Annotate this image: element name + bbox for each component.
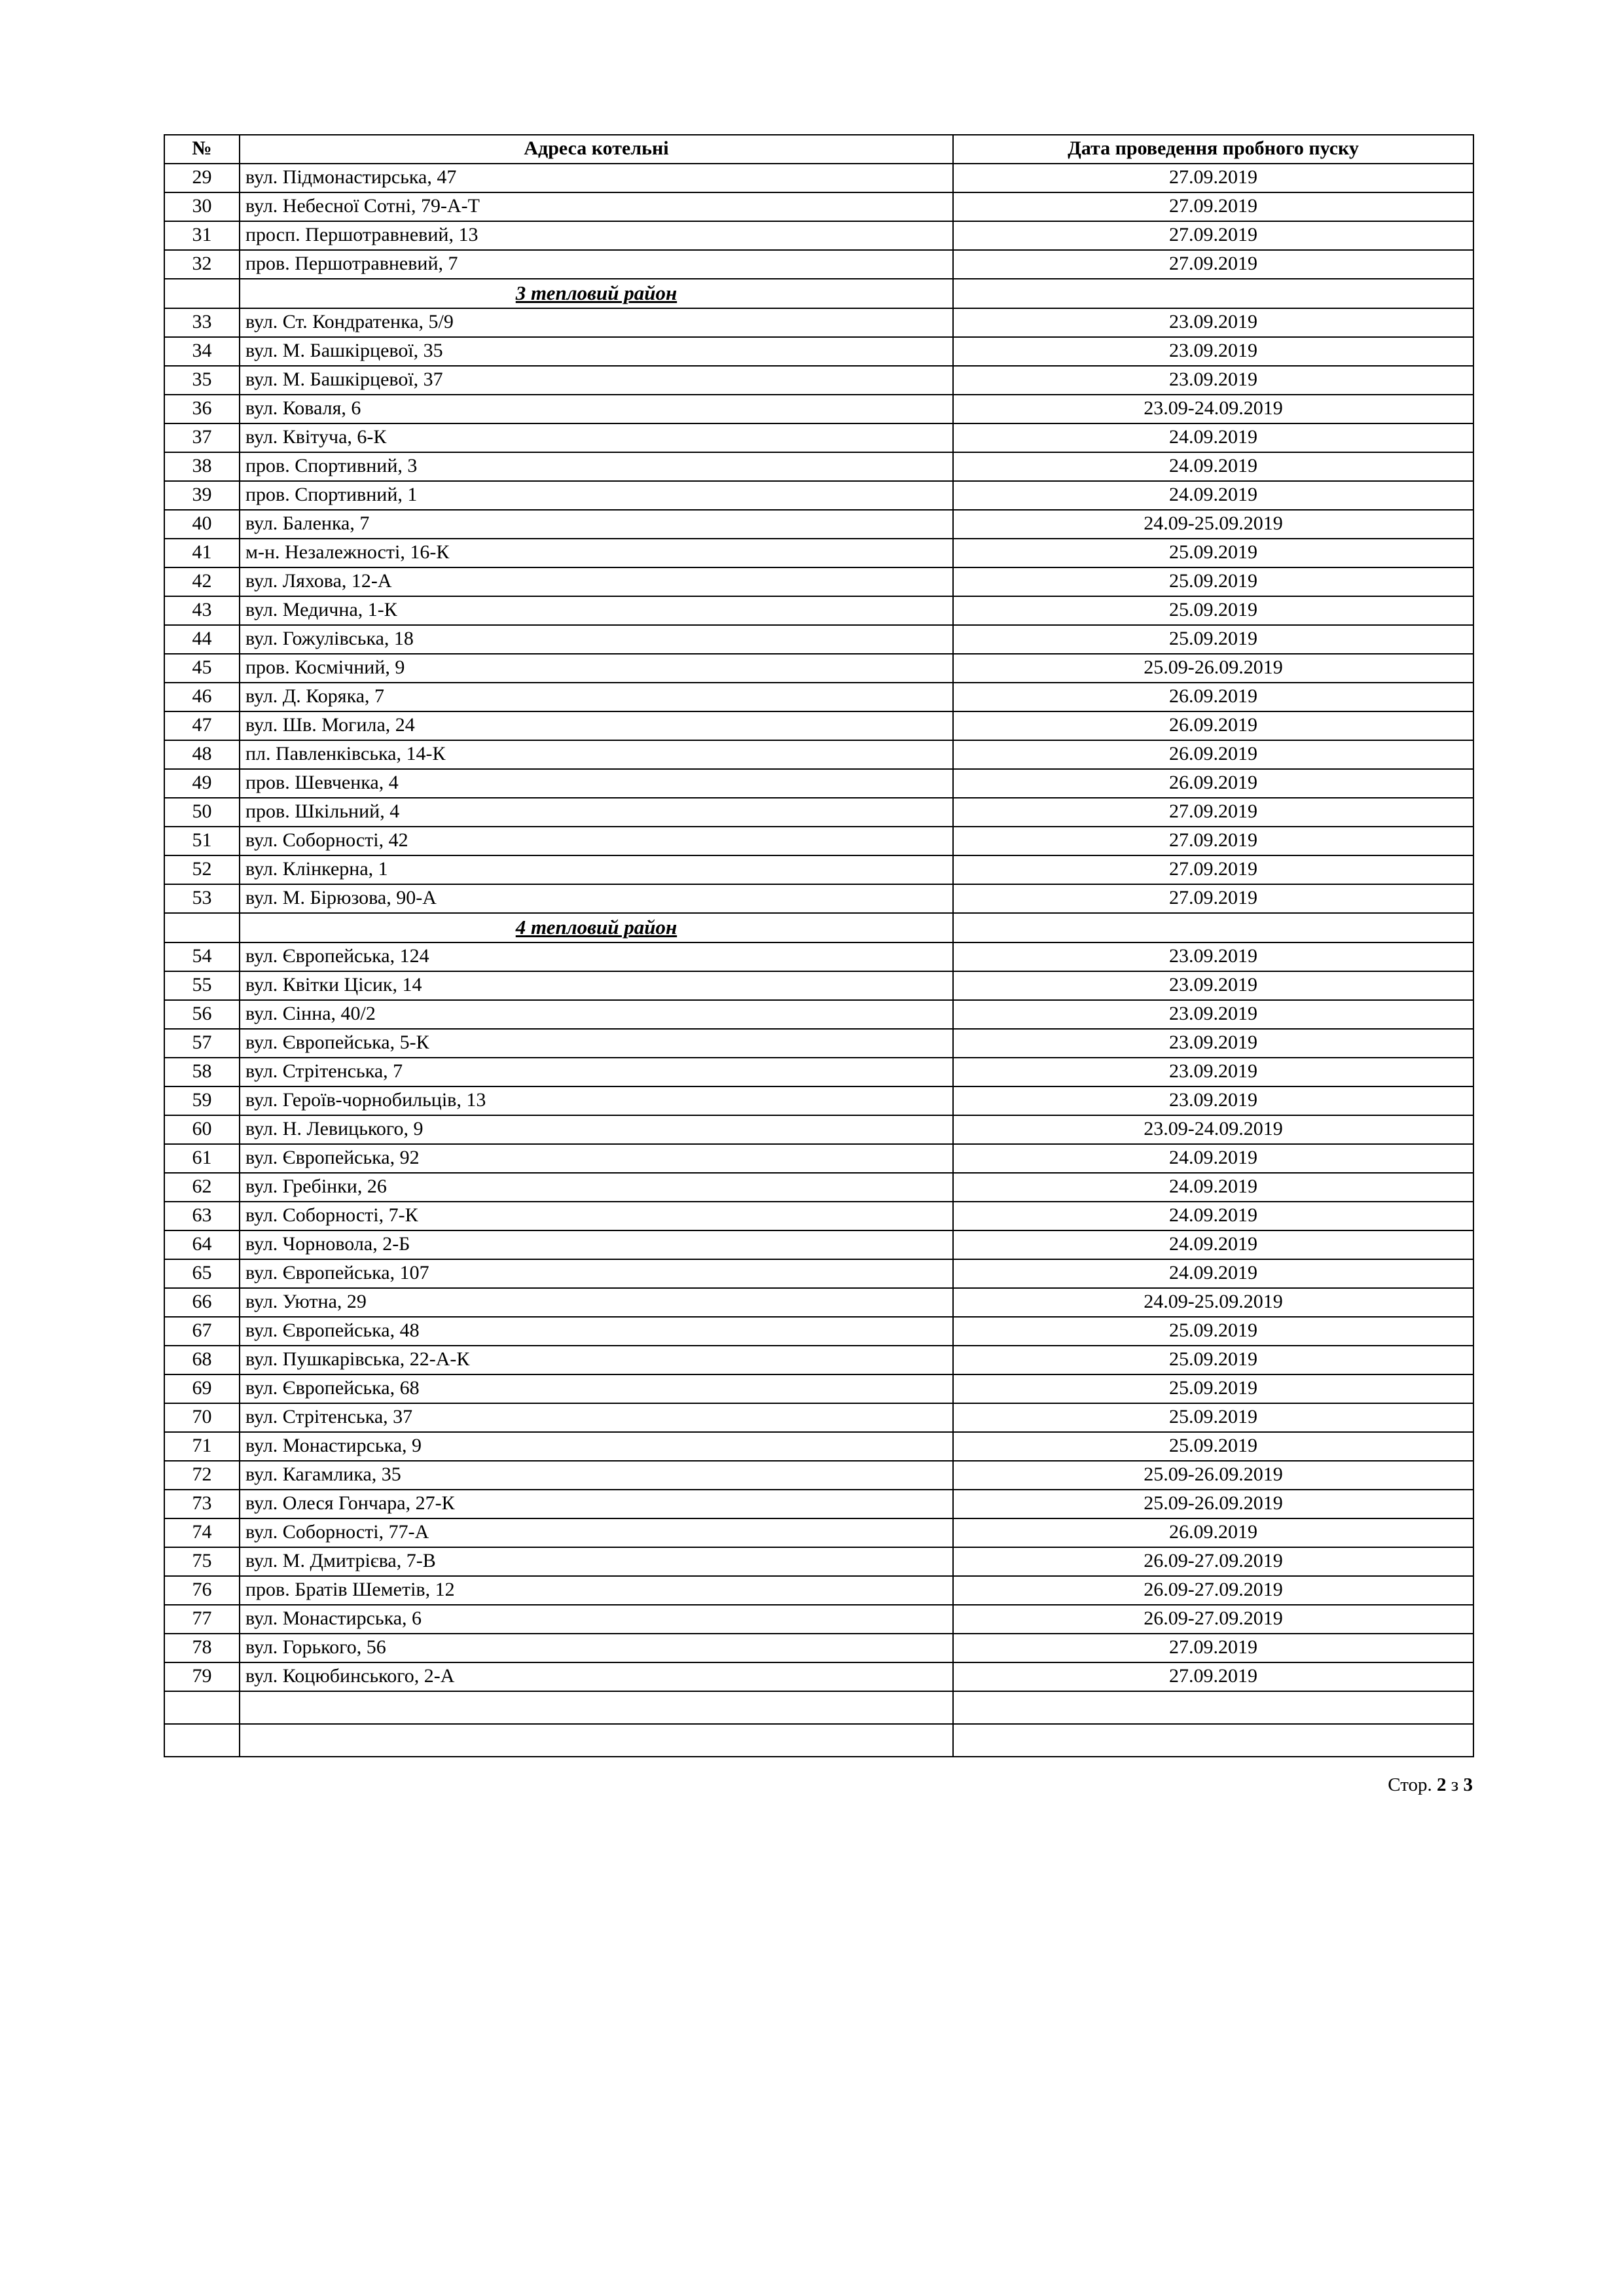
cell-address: вул. Д. Коряка, 7	[240, 683, 953, 711]
cell-date: 27.09.2019	[953, 827, 1473, 855]
cell-number: 47	[164, 711, 240, 740]
table-row	[164, 1202, 1473, 1230]
cell-number: 41	[164, 539, 240, 567]
boiler-schedule-table	[164, 134, 1474, 1757]
cell-date: 23.09.2019	[953, 1000, 1473, 1029]
cell-address: пров. Спортивний, 3	[240, 452, 953, 481]
table-row	[164, 1547, 1473, 1576]
cell-date: 25.09.2019	[953, 1374, 1473, 1403]
table-row	[164, 827, 1473, 855]
cell-number: 65	[164, 1259, 240, 1288]
cell-number: 61	[164, 1144, 240, 1173]
cell-address: вул. М. Бірюзова, 90-А	[240, 884, 953, 913]
table-row	[164, 596, 1473, 625]
table-row	[164, 192, 1473, 221]
cell-address: пров. Першотравневий, 7	[240, 250, 953, 279]
cell-date: 25.09-26.09.2019	[953, 1461, 1473, 1490]
cell-address: вул. Соборності, 77-А	[240, 1518, 953, 1547]
table-row	[164, 1605, 1473, 1634]
table-empty-row	[164, 1691, 1473, 1724]
table-row	[164, 481, 1473, 510]
table-row	[164, 1576, 1473, 1605]
cell-address: вул. Баленка, 7	[240, 510, 953, 539]
cell-date: 26.09.2019	[953, 769, 1473, 798]
cell-address: вул. Шв. Могила, 24	[240, 711, 953, 740]
cell-number: 71	[164, 1432, 240, 1461]
table-row	[164, 567, 1473, 596]
table-row	[164, 308, 1473, 337]
table-row	[164, 740, 1473, 769]
table-row	[164, 1115, 1473, 1144]
cell-number: 51	[164, 827, 240, 855]
table-row	[164, 1230, 1473, 1259]
cell-date: 23.09.2019	[953, 1058, 1473, 1086]
cell-date: 27.09.2019	[953, 855, 1473, 884]
cell-date: 24.09-25.09.2019	[953, 510, 1473, 539]
cell-date: 24.09.2019	[953, 1144, 1473, 1173]
cell-number: 63	[164, 1202, 240, 1230]
cell-date: 26.09-27.09.2019	[953, 1547, 1473, 1576]
cell-date: 24.09.2019	[953, 1202, 1473, 1230]
cell-number: 60	[164, 1115, 240, 1144]
cell-number: 34	[164, 337, 240, 366]
cell-date: 27.09.2019	[953, 1634, 1473, 1662]
table-row	[164, 539, 1473, 567]
cell-number: 76	[164, 1576, 240, 1605]
cell-address: пров. Шкільний, 4	[240, 798, 953, 827]
table-empty-row	[164, 1724, 1473, 1757]
table-row	[164, 366, 1473, 395]
cell-number: 52	[164, 855, 240, 884]
table-row	[164, 942, 1473, 971]
table-row	[164, 855, 1473, 884]
cell-date: 24.09.2019	[953, 423, 1473, 452]
cell-section-title: 3 тепловий район	[240, 279, 953, 308]
table-body	[164, 164, 1473, 1757]
cell-number: 67	[164, 1317, 240, 1346]
cell-date: 24.09.2019	[953, 452, 1473, 481]
table-row	[164, 250, 1473, 279]
cell-date: 23.09.2019	[953, 971, 1473, 1000]
cell-address: вул. Європейська, 5-К	[240, 1029, 953, 1058]
table-row	[164, 1461, 1473, 1490]
table-row	[164, 769, 1473, 798]
cell-number: 72	[164, 1461, 240, 1490]
cell-number: 31	[164, 221, 240, 250]
table-row	[164, 798, 1473, 827]
cell-date: 23.09.2019	[953, 337, 1473, 366]
table-row	[164, 711, 1473, 740]
table-header-row	[164, 135, 1473, 164]
cell-address: вул. Чорновола, 2-Б	[240, 1230, 953, 1259]
cell-date	[953, 913, 1473, 942]
cell-address: вул. Європейська, 68	[240, 1374, 953, 1403]
cell-number: 64	[164, 1230, 240, 1259]
cell-section-title: 4 тепловий район	[240, 913, 953, 942]
cell-number: 79	[164, 1662, 240, 1691]
cell-date: 25.09.2019	[953, 1432, 1473, 1461]
footer-page-current: 2	[1437, 1774, 1447, 1795]
cell-address: вул. Європейська, 107	[240, 1259, 953, 1288]
table-row	[164, 1173, 1473, 1202]
cell-number: 75	[164, 1547, 240, 1576]
cell-address: вул. Кагамлика, 35	[240, 1461, 953, 1490]
table-row	[164, 1662, 1473, 1691]
table-row	[164, 452, 1473, 481]
cell-address: вул. Медична, 1-К	[240, 596, 953, 625]
table-row	[164, 625, 1473, 654]
cell-address: вул. Героїв-чорнобильців, 13	[240, 1086, 953, 1115]
cell-date: 25.09.2019	[953, 1346, 1473, 1374]
cell-address: вул. М. Башкірцевої, 37	[240, 366, 953, 395]
cell-address: вул. Ст. Кондратенка, 5/9	[240, 308, 953, 337]
cell-date: 25.09.2019	[953, 625, 1473, 654]
cell-date: 27.09.2019	[953, 192, 1473, 221]
cell-number: 46	[164, 683, 240, 711]
table-row	[164, 1000, 1473, 1029]
cell-address: вул. Коцюбинського, 2-А	[240, 1662, 953, 1691]
cell-address: вул. Олеся Гончара, 27-К	[240, 1490, 953, 1518]
cell-number	[164, 1691, 240, 1724]
cell-date: 27.09.2019	[953, 1662, 1473, 1691]
table-row	[164, 683, 1473, 711]
cell-number: 66	[164, 1288, 240, 1317]
cell-address: вул. Соборності, 42	[240, 827, 953, 855]
cell-number: 53	[164, 884, 240, 913]
cell-address: вул. Квітуча, 6-К	[240, 423, 953, 452]
cell-date: 27.09.2019	[953, 884, 1473, 913]
cell-date: 25.09.2019	[953, 539, 1473, 567]
cell-address: вул. Горького, 56	[240, 1634, 953, 1662]
column-header-date: Дата проведення пробного пуску	[953, 135, 1473, 164]
footer-page-separator: з	[1451, 1774, 1459, 1795]
cell-number: 48	[164, 740, 240, 769]
cell-date: 23.09.2019	[953, 308, 1473, 337]
cell-date: 27.09.2019	[953, 221, 1473, 250]
table-row	[164, 510, 1473, 539]
cell-address: вул. Ляхова, 12-А	[240, 567, 953, 596]
table-row	[164, 1518, 1473, 1547]
column-header-number: №	[164, 135, 240, 164]
cell-date: 23.09-24.09.2019	[953, 395, 1473, 423]
cell-address: вул. М. Башкірцевої, 35	[240, 337, 953, 366]
cell-number	[164, 1724, 240, 1757]
cell-number: 39	[164, 481, 240, 510]
cell-address: вул. Соборності, 7-К	[240, 1202, 953, 1230]
cell-address: вул. Європейська, 92	[240, 1144, 953, 1173]
cell-address: вул. Європейська, 124	[240, 942, 953, 971]
cell-date: 23.09-24.09.2019	[953, 1115, 1473, 1144]
table-row	[164, 1432, 1473, 1461]
cell-number: 58	[164, 1058, 240, 1086]
cell-number: 38	[164, 452, 240, 481]
cell-date	[953, 1724, 1473, 1757]
cell-address: вул. Монастирська, 6	[240, 1605, 953, 1634]
cell-date: 23.09.2019	[953, 1029, 1473, 1058]
footer-page-label: Стор.	[1388, 1774, 1432, 1795]
page-footer	[164, 1774, 1473, 1796]
cell-number: 73	[164, 1490, 240, 1518]
table-row	[164, 884, 1473, 913]
cell-date: 25.09.2019	[953, 1403, 1473, 1432]
cell-number: 42	[164, 567, 240, 596]
cell-address	[240, 1724, 953, 1757]
cell-number	[164, 913, 240, 942]
table-row	[164, 1317, 1473, 1346]
cell-address: вул. Гожулівська, 18	[240, 625, 953, 654]
table-row	[164, 1086, 1473, 1115]
cell-date: 25.09.2019	[953, 1317, 1473, 1346]
cell-address: вул. Уютна, 29	[240, 1288, 953, 1317]
cell-number: 37	[164, 423, 240, 452]
cell-address: вул. Пушкарівська, 22-А-К	[240, 1346, 953, 1374]
table-row	[164, 1346, 1473, 1374]
cell-date: 26.09-27.09.2019	[953, 1576, 1473, 1605]
cell-date: 25.09.2019	[953, 567, 1473, 596]
table-row	[164, 1029, 1473, 1058]
table-header	[164, 135, 1473, 164]
table-row	[164, 1288, 1473, 1317]
cell-address: вул. Клінкерна, 1	[240, 855, 953, 884]
cell-number: 77	[164, 1605, 240, 1634]
table-row	[164, 395, 1473, 423]
cell-date: 25.09-26.09.2019	[953, 654, 1473, 683]
cell-number: 69	[164, 1374, 240, 1403]
footer-page-total: 3	[1463, 1774, 1473, 1795]
table-row	[164, 1634, 1473, 1662]
cell-number: 56	[164, 1000, 240, 1029]
cell-date: 23.09.2019	[953, 942, 1473, 971]
cell-address: пров. Шевченка, 4	[240, 769, 953, 798]
table-section-row	[164, 279, 1473, 308]
cell-address: вул. Н. Левицького, 9	[240, 1115, 953, 1144]
cell-address: пл. Павленківська, 14-К	[240, 740, 953, 769]
cell-address: вул. Монастирська, 9	[240, 1432, 953, 1461]
cell-number: 70	[164, 1403, 240, 1432]
cell-address: вул. Підмонастирська, 47	[240, 164, 953, 192]
cell-number: 44	[164, 625, 240, 654]
cell-address: м-н. Незалежності, 16-К	[240, 539, 953, 567]
cell-date: 27.09.2019	[953, 798, 1473, 827]
cell-date: 24.09.2019	[953, 1173, 1473, 1202]
cell-date: 24.09.2019	[953, 1259, 1473, 1288]
cell-number: 32	[164, 250, 240, 279]
cell-number: 33	[164, 308, 240, 337]
cell-number: 29	[164, 164, 240, 192]
cell-number: 55	[164, 971, 240, 1000]
cell-date: 24.09.2019	[953, 481, 1473, 510]
cell-number: 49	[164, 769, 240, 798]
cell-address	[240, 1691, 953, 1724]
cell-number: 50	[164, 798, 240, 827]
cell-address: вул. Стрітенська, 37	[240, 1403, 953, 1432]
table-row	[164, 1259, 1473, 1288]
table-row	[164, 1490, 1473, 1518]
cell-date: 27.09.2019	[953, 250, 1473, 279]
table-row	[164, 423, 1473, 452]
cell-address: вул. Гребінки, 26	[240, 1173, 953, 1202]
cell-number: 36	[164, 395, 240, 423]
cell-address: просп. Першотравневий, 13	[240, 221, 953, 250]
cell-date: 23.09.2019	[953, 1086, 1473, 1115]
table-row	[164, 1058, 1473, 1086]
cell-address: пров. Космічний, 9	[240, 654, 953, 683]
cell-date: 25.09-26.09.2019	[953, 1490, 1473, 1518]
cell-date: 25.09.2019	[953, 596, 1473, 625]
cell-number: 59	[164, 1086, 240, 1115]
cell-date: 23.09.2019	[953, 366, 1473, 395]
cell-number: 74	[164, 1518, 240, 1547]
cell-date	[953, 1691, 1473, 1724]
cell-number: 54	[164, 942, 240, 971]
cell-number: 45	[164, 654, 240, 683]
cell-number: 62	[164, 1173, 240, 1202]
table-row	[164, 654, 1473, 683]
cell-date: 24.09-25.09.2019	[953, 1288, 1473, 1317]
table-row	[164, 164, 1473, 192]
cell-date: 24.09.2019	[953, 1230, 1473, 1259]
cell-number: 35	[164, 366, 240, 395]
column-header-address: Адреса котельні	[240, 135, 953, 164]
table-row	[164, 1144, 1473, 1173]
cell-address: вул. Стрітенська, 7	[240, 1058, 953, 1086]
cell-address: вул. Коваля, 6	[240, 395, 953, 423]
cell-date: 27.09.2019	[953, 164, 1473, 192]
table-row	[164, 221, 1473, 250]
table-row	[164, 337, 1473, 366]
cell-date: 26.09.2019	[953, 683, 1473, 711]
table-section-row	[164, 913, 1473, 942]
cell-address: вул. М. Дмитрієва, 7-В	[240, 1547, 953, 1576]
cell-number: 30	[164, 192, 240, 221]
cell-address: вул. Небесної Сотні, 79-А-Т	[240, 192, 953, 221]
cell-address: вул. Квітки Цісик, 14	[240, 971, 953, 1000]
table-row	[164, 1374, 1473, 1403]
cell-date: 26.09.2019	[953, 740, 1473, 769]
cell-address: вул. Європейська, 48	[240, 1317, 953, 1346]
cell-number: 57	[164, 1029, 240, 1058]
cell-number: 78	[164, 1634, 240, 1662]
cell-date: 26.09.2019	[953, 1518, 1473, 1547]
cell-address: пров. Братів Шеметів, 12	[240, 1576, 953, 1605]
cell-date: 26.09.2019	[953, 711, 1473, 740]
cell-number: 68	[164, 1346, 240, 1374]
cell-address: вул. Сінна, 40/2	[240, 1000, 953, 1029]
cell-date	[953, 279, 1473, 308]
cell-address: пров. Спортивний, 1	[240, 481, 953, 510]
cell-number	[164, 279, 240, 308]
table-row	[164, 971, 1473, 1000]
cell-date: 26.09-27.09.2019	[953, 1605, 1473, 1634]
cell-number: 43	[164, 596, 240, 625]
cell-number: 40	[164, 510, 240, 539]
table-row	[164, 1403, 1473, 1432]
